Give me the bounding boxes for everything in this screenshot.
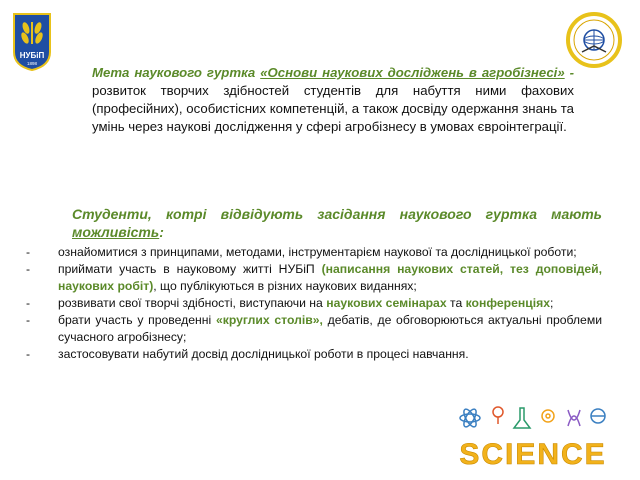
heading-opportunity-word: можливість bbox=[72, 224, 160, 240]
heading-start: Студенти, котрі відвідують засідання наукового гуртка мають bbox=[72, 206, 602, 222]
goal-text: розвиток творчих здібностей студентів для набуття ними фахових (професійних), особистісних компетенцій, а також досвіду одержання знань та умінь через наукові дослідження у сфері агробізнесу в умовах євроінтеграції. bbox=[92, 83, 574, 134]
science-illustration bbox=[448, 400, 618, 472]
list-dash: - bbox=[26, 347, 31, 361]
list-item-text: брати участь у проведенні bbox=[58, 313, 216, 327]
list-dash: - bbox=[26, 296, 31, 310]
logo-left-year: 1898 bbox=[26, 61, 38, 66]
list-dash: - bbox=[26, 313, 31, 327]
list-item-text: ; bbox=[550, 296, 554, 310]
list-item-text: застосовувати набутий досвід дослідницької роботи в процесі навчання. bbox=[58, 347, 469, 361]
list-item-text: приймати участь в науковому житті НУБіП bbox=[58, 262, 322, 276]
list-item bbox=[26, 244, 602, 261]
science-word: SCIENCE bbox=[459, 438, 607, 471]
bulb-icon bbox=[493, 407, 503, 417]
list-item-text: розвивати свої творчі здібності, виступаючи на bbox=[58, 296, 327, 310]
list-dash: - bbox=[26, 262, 31, 276]
opportunities-list bbox=[26, 244, 602, 363]
scientific-society-logo bbox=[566, 12, 622, 68]
opportunities-heading bbox=[72, 205, 602, 241]
circle-title: «Основи наукових досліджень в агробізнесі» bbox=[260, 65, 565, 80]
list-item bbox=[26, 346, 602, 363]
flask-icon bbox=[514, 408, 530, 428]
list-item-highlight: (написання наукових статей, тез доповідей, наукових робіт) bbox=[58, 262, 602, 293]
list-item-highlight: наукових семінарах bbox=[326, 296, 447, 310]
logo-left-text: НУБіП bbox=[19, 51, 45, 60]
goal-dash: - bbox=[564, 65, 574, 80]
goal-paragraph bbox=[92, 64, 574, 136]
list-item-text: ознайомитися з принципами, методами, інструментарієм наукової та дослідницької роботи; bbox=[58, 245, 577, 259]
list-item-text: , що публікуються в різних наукових виданнях; bbox=[153, 279, 417, 293]
list-dash: - bbox=[26, 245, 31, 259]
list-item-text: дебатів, де обговорюються актуальні проблеми сучасного агробізнесу; bbox=[58, 313, 603, 344]
atom-icon bbox=[460, 414, 480, 422]
nubip-logo bbox=[12, 12, 52, 72]
gear-icon bbox=[542, 410, 554, 422]
list-item-highlight: «круглих столів», bbox=[215, 313, 323, 327]
list-item bbox=[26, 312, 602, 346]
list-item bbox=[26, 295, 602, 312]
goal-label: Мета bbox=[92, 65, 130, 80]
list-item bbox=[26, 261, 602, 295]
list-item-text: та bbox=[446, 296, 466, 310]
heading-end: : bbox=[159, 224, 164, 240]
goal-intro: наукового гуртка bbox=[134, 65, 256, 80]
dna-icon bbox=[568, 416, 580, 426]
list-item-highlight: конференціях bbox=[465, 296, 550, 310]
